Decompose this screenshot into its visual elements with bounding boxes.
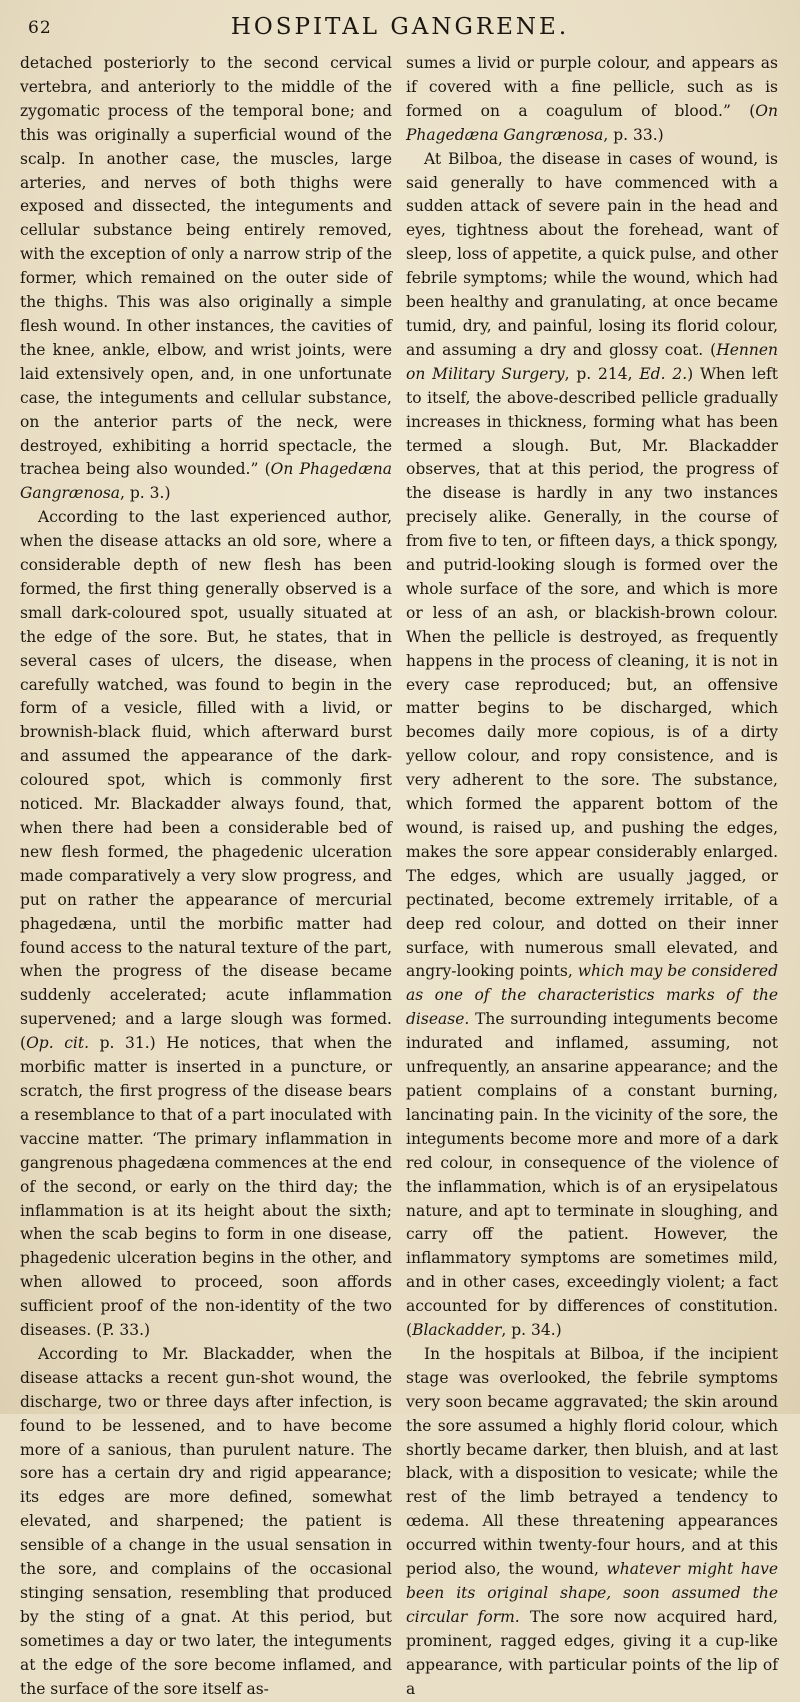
emphasis-text: whatever might have been its original shape, soon assumed the circular form. [406,1560,779,1626]
left-paragraph-3: According to Mr. Blackadder, when the disease attacks a recent gun-shot wound, the discharge, two or three days after infection, is found to be lessened, and to have become more of a sanious, than purulent nature. The sore has a certain dry and rigid appearance; its edges are more defined, somewhat elevated, and sharpened; the patient is sensible of a change in the usual sensation in the sore, and complains of the occasional stinging sensation, resembling that produced by the sting of a gnat. At this period, but sometimes a day or two later, the integuments at the edge of the sore become inflamed, and the surface of the sore itself as- [20,1344,392,1698]
left-paragraph-2 [20,506,392,1343]
text-run: At Bilboa, the disease in cases of wound, is said generally to have commenced with a sudden attack of severe pain in the head and eyes, tightness about the forehead, want of sleep, loss of appetite, a quick pulse, and other febrile symptoms; while the wound, which had been healthy and granulating, at once became tumid, dry, and painful, losing its florid colour, and assuming a dry and glossy coat. ( [406,149,778,359]
emphasis-text: which may be considered as one of the characteristics marks of the disease. [406,962,778,1029]
citation-author: Blackadder [412,1321,502,1340]
right-paragraph-2 [406,148,778,1343]
text-run: The surrounding integuments become indurated and inflamed, assuming, not unfrequently, an ansarine appearance; and the patient complains of a constant burning, lancinating pain. In the vicinity of the sore, the integuments become more and more of a dark red colour, in consequence of the violence of the inflammation, which is of an erysipelatous nature, and apt to terminate in sloughing, and carry off the patient. However, the inflammatory symptoms are sometimes mild, and in other cases, exceedingly violent; a fact accounted for by differences of constitution. ( [406,1010,778,1340]
text-run: , p. 3.) [120,484,171,503]
running-title: HOSPITAL GANGRENE. [230,14,570,40]
text-run: detached posteriorly to the second cervical vertebra, and anteriorly to the middle of the zygomatic process of the temporal bone; and this was originally a superficial wound of the scalp. In another case, the muscles, large arteries, and nerves of both thighs were exposed and dissected, the integuments and cellular substance being entirely removed, with the exception of only a narrow strip of the former, which remained on the outer side of the thighs. This was also originally a simple flesh wound. In other instances, the cavities of the knee, ankle, elbow, and wrist joints, were laid extensively open, and, in one unfortunate case, the integuments and cellular substance, on the anterior parts of the neck, were destroyed, exhibiting a horrid spectacle, the trachea being also wounded.” ( [20,54,392,479]
left-paragraph-1 [20,52,392,506]
text-run: The sore now acquired hard, prominent, ragged edges, giving it a cup-like appearance, with particular points of the lip of a [406,1607,778,1698]
text-run: ) When left to itself, the above-described pellicle gradually increases in thickness, forming what has been termed a slough. But, Mr. Blackadder observes, that at this period, the progress of the disease is hardly in any two instances precisely alike. Generally, in the course of from five to ten, or fifteen days, a thick spongy, and putrid-looking slough is formed over the whole surface of the sore, and which is more or less of an ash, or blackish-brown colour. When the pellicle is destroyed, as frequently happens in the process of cleaning, it is not in every case reproduced; but, an offensive matter begins to be discharged, which becomes daily more copious, is of a dirty yellow colour, and ropy consistence, and is very adherent to the sore. The substance, which formed the apparent bottom of the wound, is raised up, and pushing the edges, makes the sore appear considerably enlarged. The edges, which are usually jagged, or pectinated, become extremely irritable, of a deep red colour, and dotted on their inner surface, with numerous small elevated, and angry-looking points, [406,364,778,981]
text-run: , p. 34.) [501,1321,562,1340]
right-column [406,52,778,1702]
text-run: According to the last experienced author, when the disease attacks an old sore, where a considerable depth of new flesh has been formed, the first thing generally observed is a small dark-coloured spot, usually situated at the edge of the sore. But, he states, that in several cases of ulcers, the disease, when carefully watched, was found to begin in the form of a vesicle, filled with a livid, or brownish-black fluid, which afterward burst and assumed the appearance of the dark-coloured spot, which is commonly first noticed. Mr. Blackadder always found, that, when there had been a considerable bed of new flesh formed, the phagedenic ulceration made comparatively a very slow progress, and put on rather the appearance of mercurial phagedæna, until the morbific matter had found access to the natural texture of the part, when the progress of the disease became suddenly accelerated; acute inflammation supervened; and a large slough was formed. ( [20,508,392,1053]
text-run: In the hospitals at Bilboa, if the incipient stage was overlooked, the febrile symptoms very soon became aggravated; the skin around the sore assumed a highly florid colour, which shortly became darker, then bluish, and at last black, with a disposition to vesicate; while the rest of the limb betrayed a tendency to œdema. All these threatening appearances occurred within twenty-four hours, and at this period also, the wound, [406,1344,778,1579]
citation-title: Hennen on Military Surgery [406,340,778,383]
right-paragraph-3 [406,1343,778,1702]
citation-title: On Phagedæna Gangrænosa [20,460,392,503]
left-column [20,52,392,1702]
text-run: p. 31.) He notices, that when the morbific matter is inserted in a puncture, or scratch, the first progress of the disease bears a resemblance to that of a part inoculated with vaccine matter. ‘The primary inflammation in gangrenous phagedæna commences at the end of the second, or early on the third day; the inflammation is at its height about the sixth; when the scab begins to form in one disease, phagedenic ulceration begins in the other, and when allowed to proceed, soon affords sufficient proof of the non-identity of the two diseases. (P. 33.) [20,1034,392,1340]
text-run: , p. 33.) [603,125,664,144]
text-run: , p. 214, [564,364,640,383]
text-run: sumes a livid or purple colour, and appears as if covered with a fine pellicle, such as is formed on a coagulum of blood.” ( [406,54,778,120]
citation-title: On Phagedæna Gangrænosa [406,101,778,144]
citation-title: Op. cit. [26,1034,89,1053]
right-paragraph-1 [406,52,778,148]
page-number: 62 [28,18,52,38]
page-header [20,12,780,38]
edition-ref: Ed. 2. [639,364,688,383]
